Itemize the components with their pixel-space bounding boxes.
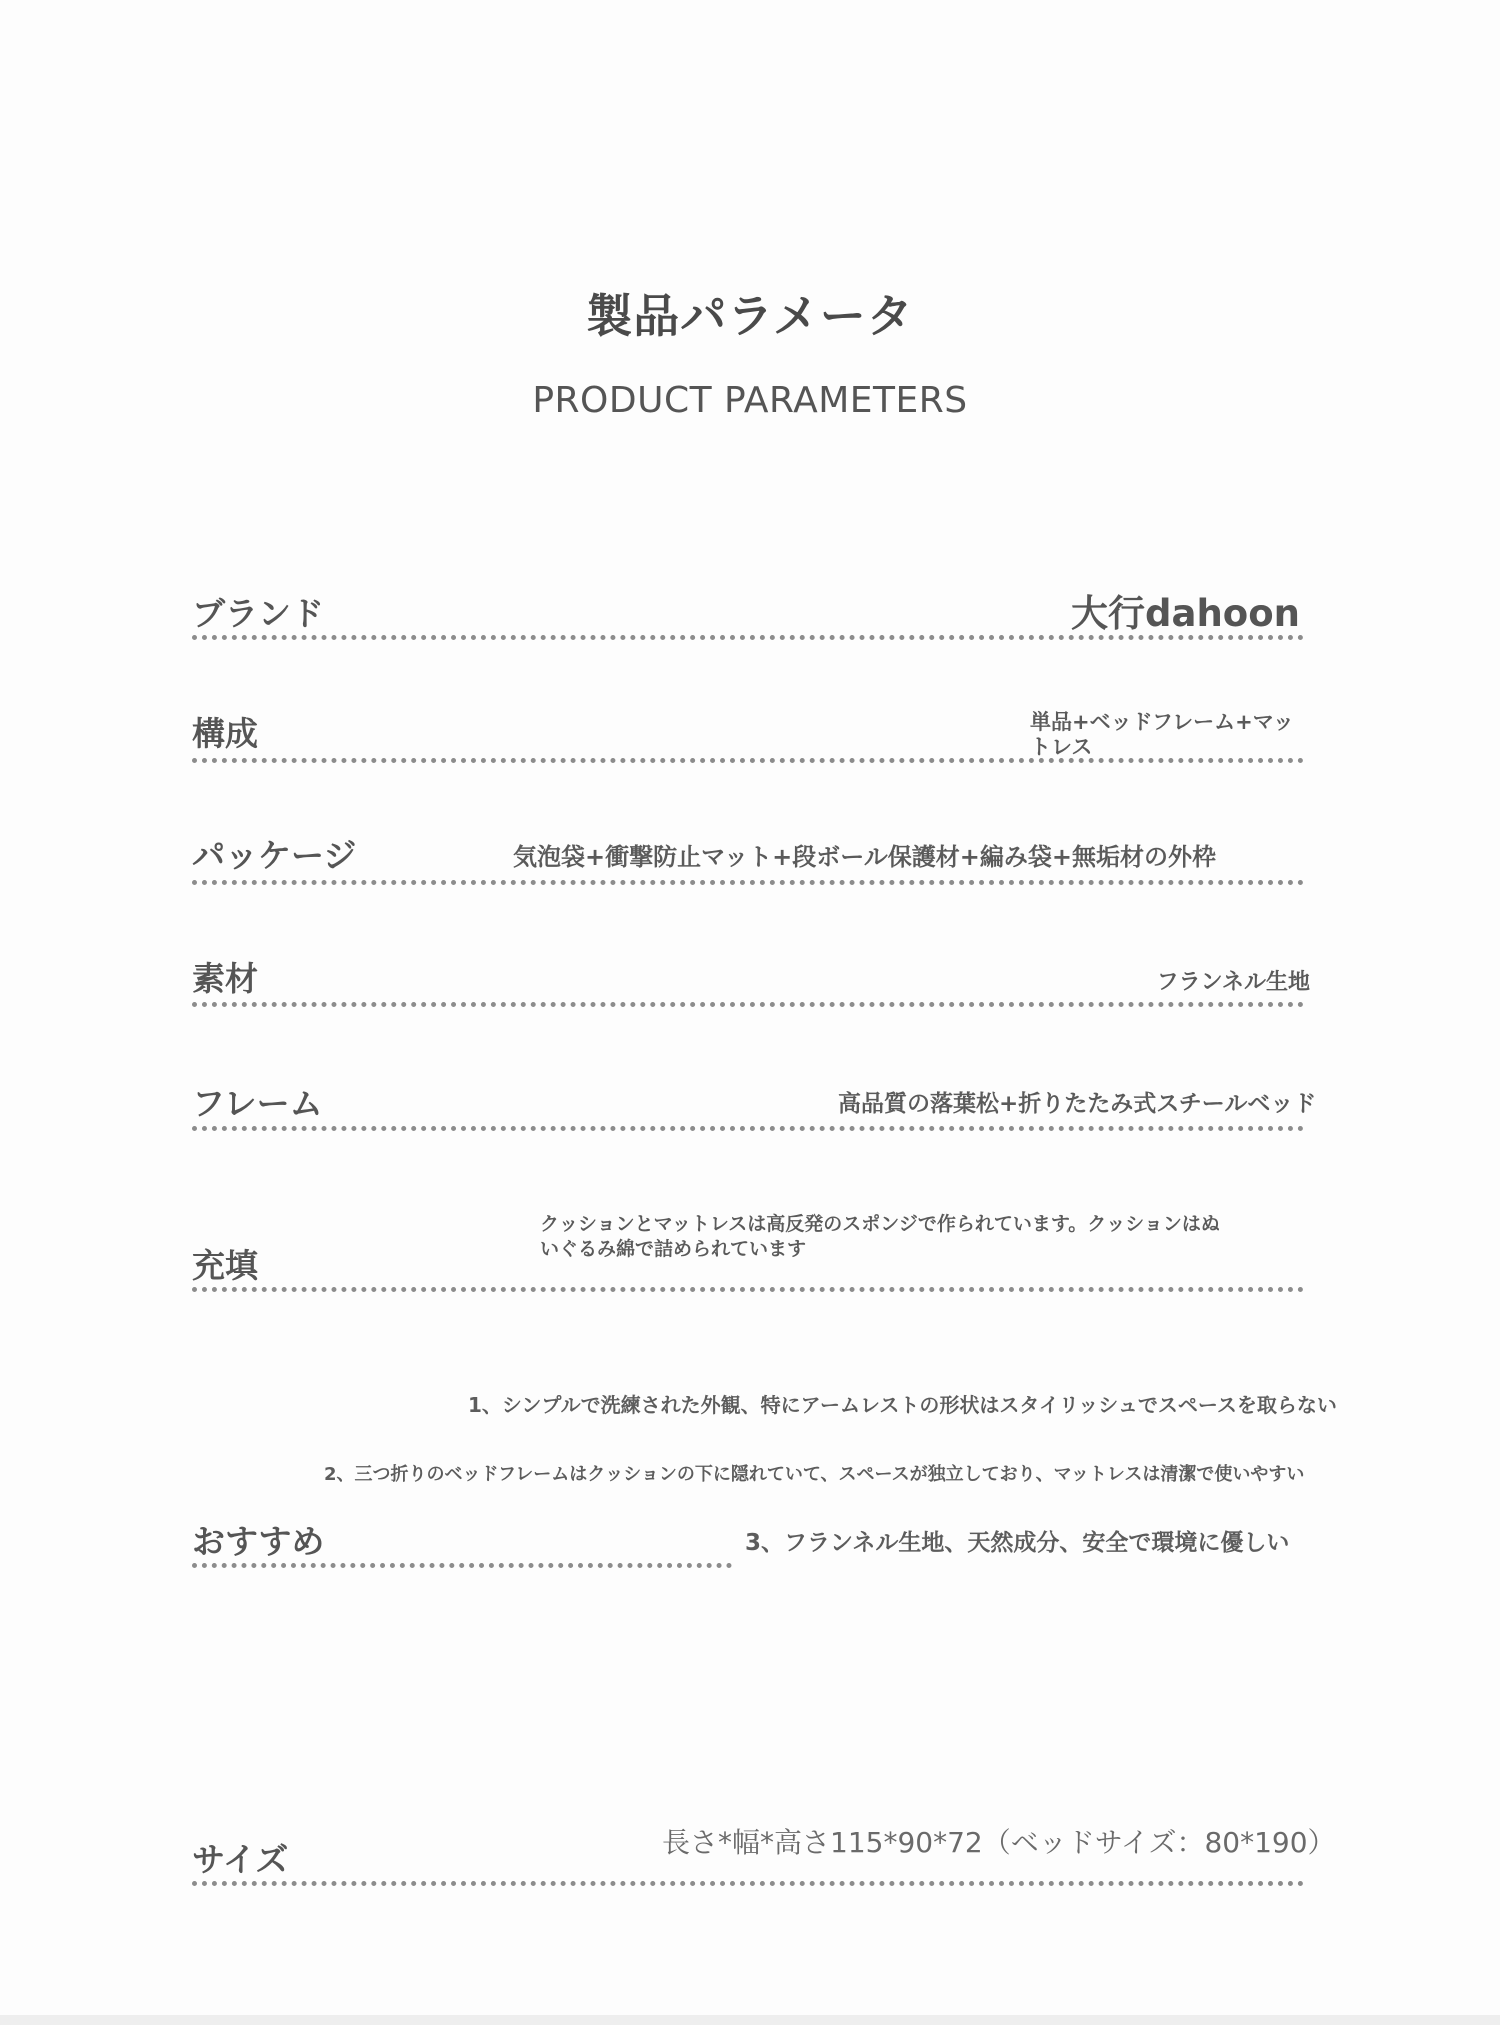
param-divider <box>192 1287 1304 1292</box>
param-value-material: フランネル生地 <box>1156 970 1310 995</box>
page-title: 製品パラメータ <box>586 289 914 343</box>
param-value-composition-line1: 単品+ベッドフレーム+マッ <box>1030 710 1294 734</box>
param-label-brand: ブランド <box>192 594 324 633</box>
param-value-filling-line2: いぐるみ綿で詰められています <box>540 1238 807 1260</box>
param-divider <box>192 1002 1304 1007</box>
param-value-size: 長さ*幅*高さ115*90*72（ベッドサイズ：80*190） <box>662 1826 1336 1859</box>
param-label-package: パッケージ <box>192 836 357 875</box>
param-value-frame: 高品質の落葉松+折りたたみ式スチールベッド <box>838 1091 1317 1117</box>
param-value-filling-line1: クッションとマットレスは高反発のスポンジで作られています。クッションはぬ <box>540 1213 1220 1235</box>
param-label-material: 素材 <box>192 959 258 998</box>
footer-bar <box>0 2015 1500 2025</box>
page-subtitle: PRODUCT PARAMETERS <box>532 380 968 421</box>
param-divider <box>192 1563 732 1568</box>
recommend-item-2: 2、三つ折りのベッドフレームはクッションの下に隠れていて、スペースが独立しており、マットレスは清潔で使いやすい <box>324 1464 1305 1485</box>
param-label-recommend: おすすめ <box>192 1522 325 1561</box>
param-divider <box>192 758 1304 763</box>
param-label-frame: フレーム <box>192 1084 323 1123</box>
recommend-item-3: 3、フランネル生地、天然成分、安全で環境に優しい <box>745 1530 1290 1556</box>
param-divider <box>192 635 1304 640</box>
param-label-composition: 構成 <box>192 714 258 753</box>
param-value-package: 気泡袋+衝撃防止マット+段ボール保護材+編み袋+無垢材の外枠 <box>513 843 1216 871</box>
param-divider <box>192 1126 1304 1131</box>
param-value-composition-line2: トレス <box>1030 735 1093 759</box>
param-label-size: サイズ <box>192 1840 289 1879</box>
param-label-filling: 充填 <box>192 1246 258 1285</box>
param-divider <box>192 1881 1304 1886</box>
recommend-item-1: 1、シンプルで洗練された外観、特にアームレストの形状はスタイリッシュでスペースを取らない <box>468 1393 1337 1417</box>
param-divider <box>192 880 1304 885</box>
param-value-brand: 大行dahoon <box>1071 592 1300 635</box>
